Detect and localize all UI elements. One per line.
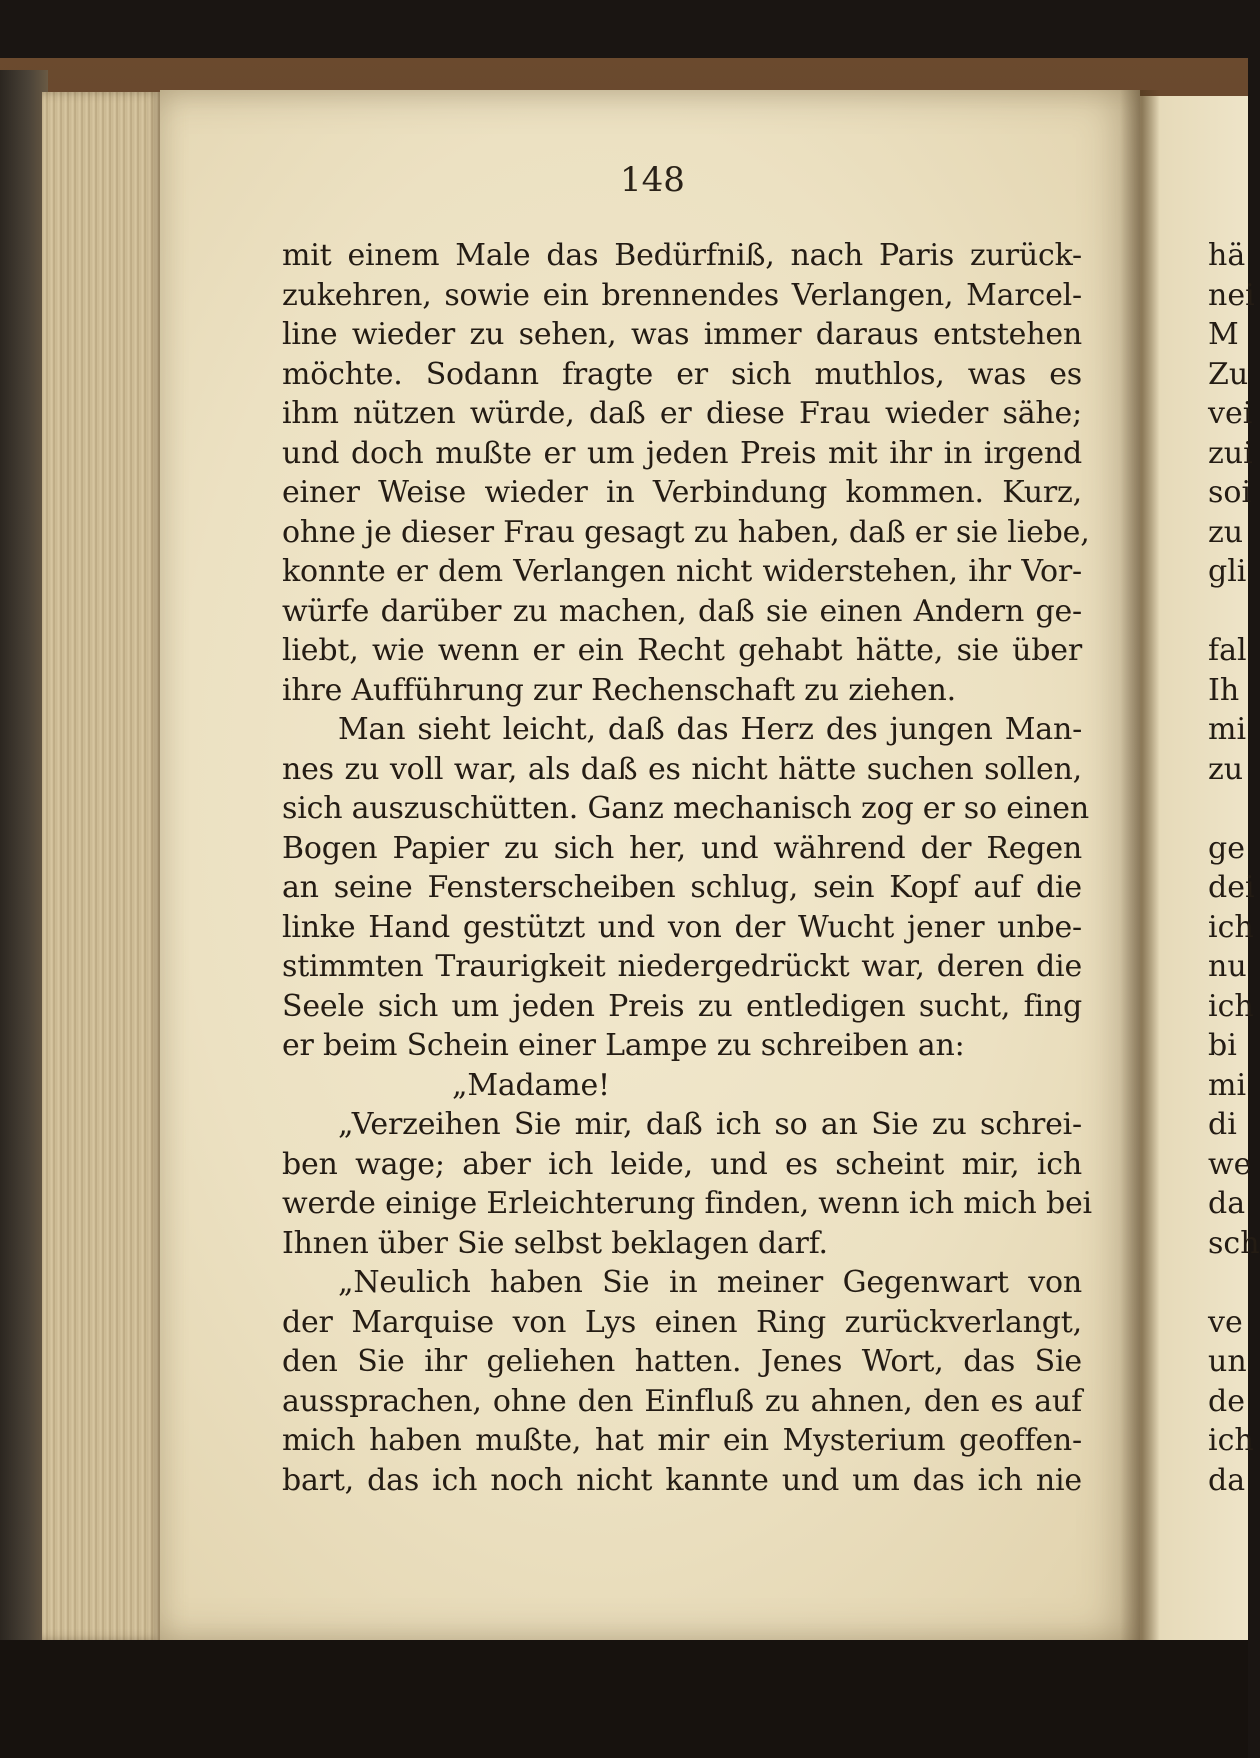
facing-page-line: bi [1208,1028,1237,1063]
text-line: stimmten Traurigkeit niedergedrückt war, deren die [282,949,1082,984]
facing-page-line: un [1208,1344,1247,1379]
facing-page-line: fal [1208,633,1247,668]
page-number: 148 [620,160,685,200]
text-line: ihm nützen würde, daß er diese Frau wieder sähe; [282,396,1082,431]
facing-page-line: da [1208,1462,1246,1498]
text-line: mit einem Male das Bedürfniß, nach Paris zurück- [282,238,1082,273]
facing-page-line: ich [1208,909,1254,945]
text-line: an seine Fensterscheiben schlug, sein Kopf auf die [282,870,1082,905]
text-line: mich haben mußte, hat mir ein Mysterium geoffen- [282,1423,1082,1458]
spine-shadow [1120,90,1160,1642]
facing-page-line: ge [1208,830,1245,866]
text-line: er beim Schein einer Lampe zu schreiben an: [282,1028,965,1063]
facing-page-line: da [1208,1186,1246,1221]
facing-page-line: vei [1208,396,1253,431]
text-line: nes zu voll war, als daß es nicht hätte suchen sollen, [282,751,1082,787]
book-cover-edge [0,70,48,1690]
text-line: würfe darüber zu machen, daß sie einen Andern ge- [282,593,1082,629]
facing-page-line [1208,592,1248,632]
text-line: sich auszuschütten. Ganz mechanisch zog er so einen [282,791,1089,826]
text-line: line wieder zu sehen, was immer daraus entstehen [282,317,1082,352]
text-line: und doch mußte er um jeden Preis mit ihr in irgend [282,435,1082,471]
facing-page-line: zu [1208,514,1244,550]
text-line: ihre Aufführung zur Rechenschaft zu ziehen. [282,672,956,708]
facing-page-line: soi [1208,475,1252,510]
text-line: der Marquise von Lys einen Ring zurückverlangt, [282,1304,1082,1340]
text-line: ben wage; aber ich leide, und es scheint mir, ich [282,1146,1082,1182]
facing-page-line: dei [1208,870,1255,905]
text-line: einer Weise wieder in Verbindung kommen. Kurz, [282,475,1082,510]
text-line: „Verzeihen Sie mir, daß ich so an Sie zu schrei- [338,1107,1082,1142]
facing-page-line: Ih [1208,672,1240,708]
page-edges [42,92,162,1640]
text-line: bart, das ich noch nicht kannte und um das ich nie [282,1462,1082,1498]
text-line: „Neulich haben Sie in meiner Gegenwart von [338,1265,1082,1300]
text-line: konnte er dem Verlangen nicht widerstehen, ihr Vor- [282,554,1082,589]
facing-page-line [1208,789,1248,829]
background-bottom [0,1640,1248,1758]
facing-page-line: nei [1208,277,1255,313]
text-line: Man sieht leicht, daß das Herz des jungen Man- [338,712,1082,747]
facing-page-line: mi [1208,1067,1247,1103]
body-text [282,236,1092,1500]
text-line: den Sie ihr geliehen hatten. Jenes Wort, das Sie [282,1344,1082,1379]
facing-page-line: ich [1208,1423,1254,1458]
facing-page-line: ve [1208,1304,1243,1340]
text-line: Seele sich um jeden Preis zu entledigen sucht, fing [282,988,1082,1024]
facing-page-line: mi [1208,712,1247,747]
facing-page-line: we [1208,1146,1252,1182]
facing-page-line: hä [1208,238,1246,273]
text-line: „Madame! [452,1067,610,1103]
text-line: Bogen Papier zu sich her, und während der Regen [282,830,1082,866]
text-line: ohne je dieser Frau gesagt zu haben, daß er sie liebe, [282,514,1090,550]
facing-page-line [1208,1263,1248,1303]
facing-page-line: ich [1208,988,1254,1024]
text-line: aussprachen, ohne den Einfluß zu ahnen, den es auf [282,1383,1082,1419]
facing-page-text [1208,236,1260,1500]
facing-page-line: sch [1208,1225,1260,1261]
text-line: werde einige Erleichterung finden, wenn ich mich bei [282,1186,1092,1221]
text-line: linke Hand gestützt und von der Wucht jener unbe- [282,909,1082,945]
facing-page-line: Zu [1208,356,1249,392]
facing-page-line: zui [1208,435,1253,471]
facing-page-line: nu [1208,949,1247,984]
text-line: möchte. Sodann fragte er sich muthlos, was es [282,356,1082,392]
text-line: Ihnen über Sie selbst beklagen darf. [282,1225,828,1261]
facing-page-line: di [1208,1107,1237,1142]
facing-page-line: zu [1208,751,1244,787]
text-line: liebt, wie wenn er ein Recht gehabt hätte, sie über [282,633,1082,668]
facing-page-line: M [1208,317,1239,352]
text-line: zukehren, sowie ein brennendes Verlangen, Marcel- [282,277,1082,313]
facing-page-line: de [1208,1383,1245,1419]
facing-page-line: gli [1208,554,1247,589]
